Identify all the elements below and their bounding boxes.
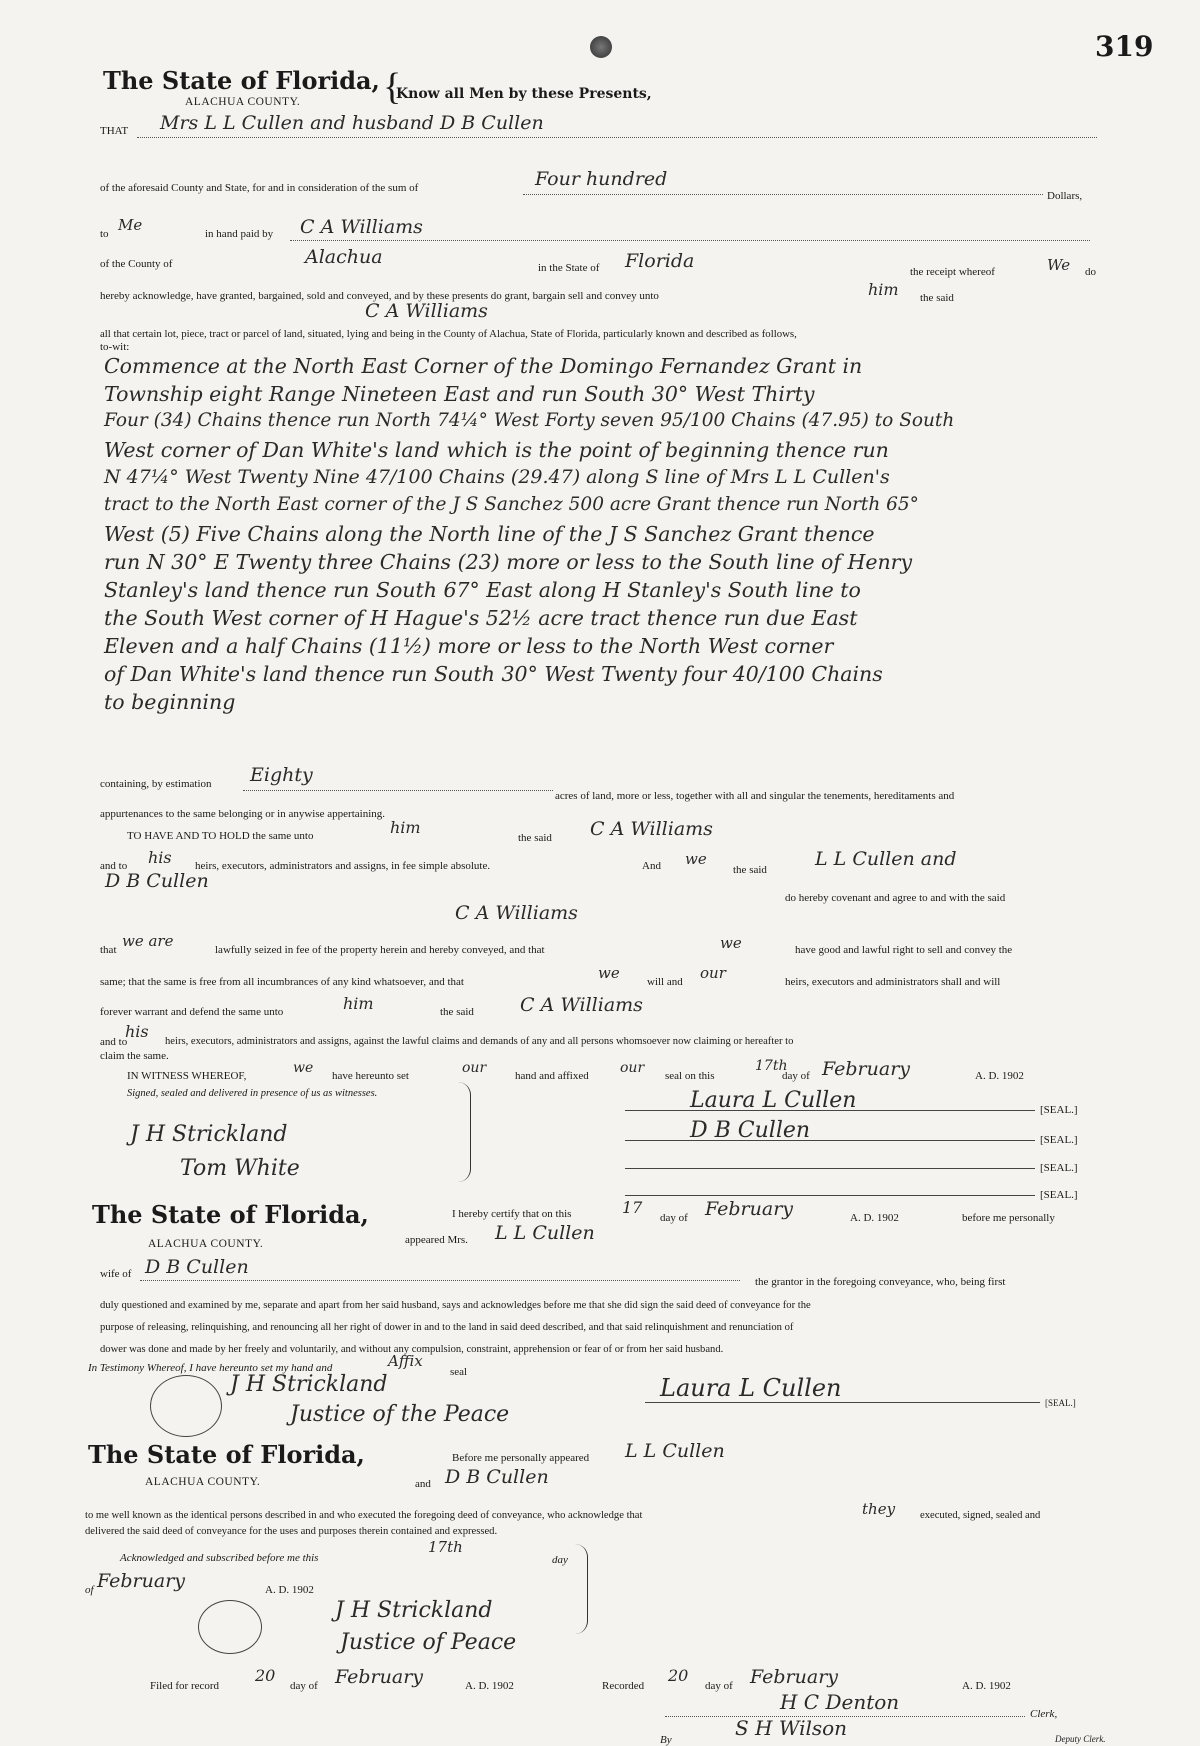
to-label: to bbox=[100, 228, 109, 240]
covenant-text: do hereby covenant and agree to and with the said bbox=[785, 892, 1006, 904]
filed-month: February bbox=[335, 1666, 424, 1688]
recorded-day-of: day of bbox=[705, 1680, 733, 1692]
ack1-ad: A. D. 1902 bbox=[850, 1212, 899, 1224]
ack2-body1-end: executed, signed, sealed and bbox=[920, 1510, 1041, 1521]
ack2-month: February bbox=[97, 1570, 186, 1592]
witness-we: we bbox=[293, 1060, 314, 1076]
ack2-ad: A. D. 1902 bbox=[265, 1584, 314, 1596]
desc-line-2: Township eight Range Nineteen East and run South 30° West Thirty bbox=[104, 382, 815, 406]
clerk-signature: H C Denton bbox=[780, 1690, 900, 1714]
heirs-and-to: and to bbox=[100, 860, 128, 872]
county-value: Alachua bbox=[305, 246, 383, 268]
notary-seal-1 bbox=[150, 1375, 222, 1437]
ack2-body2: delivered the said deed of conveyance for the uses and purposes therein contained and expressed. bbox=[85, 1526, 498, 1537]
ack2-and: and bbox=[415, 1478, 431, 1490]
ack1-body-1: duly questioned and examined by me, separate and apart from her said husband, says and acknowledges before me that she did sign the said deed of conveyance for the bbox=[100, 1300, 811, 1311]
warrant-name: C A Williams bbox=[520, 994, 643, 1016]
ack2-justice: J H Strickland bbox=[335, 1598, 493, 1623]
grantee-name: C A Williams bbox=[365, 300, 488, 322]
witness-signature-1: J H Strickland bbox=[130, 1122, 288, 1147]
consideration-value: Four hundred bbox=[535, 168, 668, 190]
filed-day: 20 bbox=[255, 1666, 276, 1685]
ack1-before: before me personally bbox=[962, 1212, 1055, 1224]
habendum-text: TO HAVE AND TO HOLD the same unto bbox=[127, 830, 314, 842]
to-wit: to-wit: bbox=[100, 341, 130, 353]
binder-hole bbox=[590, 36, 612, 58]
witness-our: our bbox=[462, 1060, 487, 1076]
witness-ad: A. D. 1902 bbox=[975, 1070, 1024, 1082]
ack1-text: I hereby certify that on this bbox=[452, 1208, 572, 1220]
do-label: do bbox=[1085, 266, 1096, 278]
containing-rest: acres of land, more or less, together with all and singular the tenements, hereditaments and bbox=[555, 790, 955, 802]
desc-line-3: Four (34) Chains thence run North 74¼° West Forty seven 95/100 Chains (47.95) to South bbox=[104, 410, 955, 431]
county-of-label: of the County of bbox=[100, 258, 173, 270]
grant-said: the said bbox=[920, 292, 954, 304]
heirs-said: the said bbox=[733, 864, 767, 876]
recorded-ad: A. D. 1902 bbox=[962, 1680, 1011, 1692]
free-will-and: will and bbox=[647, 976, 683, 988]
seal-label-4: [SEAL.] bbox=[1040, 1189, 1078, 1201]
recorded-label: Recorded bbox=[602, 1680, 645, 1692]
warrant-text: forever warrant and defend the same unto bbox=[100, 1006, 284, 1018]
desc-line-7: West (5) Five Chains along the North line of the J S Sanchez Grant thence bbox=[104, 522, 875, 546]
witness-text: IN WITNESS WHEREOF, bbox=[127, 1070, 247, 1082]
ack1-grantor: the grantor in the foregoing conveyance, who, being first bbox=[755, 1276, 1006, 1288]
ack1-appeared: appeared Mrs. bbox=[405, 1234, 468, 1246]
containing-text: containing, by estimation bbox=[100, 778, 212, 790]
ack1-justice: J H Strickland bbox=[230, 1372, 388, 1397]
ack1-testimony: In Testimony Whereof, I have hereunto set my hand and bbox=[88, 1362, 333, 1374]
ack1-justice-title: Justice of the Peace bbox=[290, 1402, 510, 1427]
habendum-name: C A Williams bbox=[590, 818, 713, 840]
grant-value: him bbox=[868, 280, 899, 299]
ack1-day-of: day of bbox=[660, 1212, 688, 1224]
ack1-seal-label: [SEAL.] bbox=[1045, 1398, 1076, 1408]
desc-line-10: the South West corner of H Hague's 52½ acre tract thence run due East bbox=[104, 606, 858, 630]
witness-signature-2: Tom White bbox=[180, 1156, 300, 1181]
ack1-state: The State of Florida, bbox=[92, 1200, 369, 1229]
covenantors-1: L L Cullen and bbox=[815, 848, 957, 870]
page-number: 319 bbox=[1095, 30, 1154, 63]
ack1-county: ALACHUA COUNTY. bbox=[148, 1238, 264, 1250]
claims-and-to: and to bbox=[100, 1036, 128, 1048]
deputy-label: Deputy Clerk. bbox=[1055, 1734, 1106, 1744]
desc-line-12: of Dan White's land thence run South 30° West Twenty four 40/100 Chains bbox=[104, 662, 883, 686]
that-label: THAT bbox=[100, 125, 129, 137]
notary-seal-2 bbox=[198, 1600, 262, 1654]
ack2-before: Before me personally appeared bbox=[452, 1452, 590, 1464]
seal-label-3: [SEAL.] bbox=[1040, 1162, 1078, 1174]
ack1-affix: Affix bbox=[388, 1352, 423, 1370]
ack2-justice-title: Justice of Peace bbox=[340, 1630, 517, 1655]
free-text: same; that the same is free from all incumbrances of any kind whatsoever, and that bbox=[100, 976, 464, 988]
ack1-month: February bbox=[705, 1198, 794, 1220]
covenant-name: C A Williams bbox=[455, 902, 578, 924]
ack2-county: ALACHUA COUNTY. bbox=[145, 1476, 261, 1488]
ack1-wife-of: wife of bbox=[100, 1268, 132, 1280]
seal-label-1: [SEAL.] bbox=[1040, 1104, 1078, 1116]
state-of-label: in the State of bbox=[538, 262, 600, 274]
desc-line-9: Stanley's land thence run South 67° East along H Stanley's South line to bbox=[104, 578, 861, 602]
ack2-body1: to me well known as the identical persons described in and who executed the foregoing deed of conveyance, who acknowledge that bbox=[85, 1510, 643, 1521]
covenantors-2: D B Cullen bbox=[105, 870, 209, 892]
heirs-and: And bbox=[642, 860, 661, 872]
ack2-day-label: day bbox=[552, 1554, 568, 1566]
ack2-state: The State of Florida, bbox=[88, 1440, 365, 1469]
ack1-body-3: dower was done and made by her freely and voluntarily, and without any compulsion, constraint, apprehension or fear of or from her said husband. bbox=[100, 1344, 724, 1355]
payer-name: C A Williams bbox=[300, 216, 423, 238]
clerk-label: Clerk, bbox=[1030, 1708, 1058, 1720]
recorded-day: 20 bbox=[668, 1666, 689, 1685]
by-label: By bbox=[660, 1734, 672, 1746]
claims-value: his bbox=[125, 1022, 149, 1041]
witness-day-of: day of bbox=[782, 1070, 810, 1082]
appurtenances-text: appurtenances to the same belonging or in anywise appertaining. bbox=[100, 808, 385, 820]
free-our: our bbox=[700, 964, 726, 982]
ack1-signature: Laura L Cullen bbox=[660, 1374, 842, 1402]
acreage-value: Eighty bbox=[250, 764, 313, 786]
heading-state: The State of Florida, bbox=[103, 66, 380, 95]
recorded-month: February bbox=[750, 1666, 839, 1688]
ack2-name1: L L Cullen bbox=[625, 1440, 725, 1462]
ack1-body-2: purpose of releasing, relinquishing, and renouncing all her right of dower in and to the land in said deed described, and that said relinquishment and renunciation of bbox=[100, 1322, 794, 1333]
witness-month: February bbox=[822, 1058, 911, 1080]
witness-have: have hereunto set bbox=[332, 1070, 409, 1082]
filed-day-of: day of bbox=[290, 1680, 318, 1692]
ack1-day: 17 bbox=[622, 1198, 643, 1217]
grantor-signature-2: D B Cullen bbox=[690, 1118, 811, 1143]
filed-label: Filed for record bbox=[150, 1680, 220, 1692]
receipt-label: the receipt whereof bbox=[910, 266, 995, 278]
desc-line-1: Commence at the North East Corner of the Domingo Fernandez Grant in bbox=[104, 354, 863, 378]
receipt-value: We bbox=[1047, 256, 1071, 274]
signed-text: Signed, sealed and delivered in presence of us as witnesses. bbox=[127, 1088, 378, 1099]
desc-line-6: tract to the North East corner of the J S Sanchez 500 acre Grant thence run North 65° bbox=[104, 494, 919, 515]
ack2-day: 17th bbox=[428, 1538, 463, 1556]
witness-our2: our bbox=[620, 1060, 645, 1076]
ack2-subscribed: Acknowledged and subscribed before me this bbox=[120, 1552, 319, 1564]
grantor-signature-1: Laura L Cullen bbox=[690, 1088, 857, 1113]
heirs-value: his bbox=[148, 848, 172, 867]
ack1-seal: seal bbox=[450, 1366, 468, 1378]
ack2-they: they bbox=[862, 1500, 896, 1518]
ack2-of: of bbox=[85, 1584, 94, 1596]
seized-that: that bbox=[100, 944, 117, 956]
hand-paid-text: in hand paid by bbox=[205, 228, 274, 240]
habendum-value: him bbox=[390, 818, 421, 837]
warrant-value: him bbox=[343, 994, 374, 1013]
heading-know-all: Know all Men by these Presents, bbox=[396, 86, 652, 102]
heirs-text: heirs, executors, administrators and assigns, in fee simple absolute. bbox=[195, 860, 491, 872]
desc-line-5: N 47¼° West Twenty Nine 47/100 Chains (29.47) along S line of Mrs L L Cullen's bbox=[104, 466, 890, 488]
seized-value: we are bbox=[122, 932, 174, 950]
ack1-husband: D B Cullen bbox=[145, 1256, 249, 1278]
claims-text: heirs, executors, administrators and assigns, against the lawful claims and demands of any and all persons whomsoever now claiming or hereafter to bbox=[165, 1036, 794, 1047]
warrant-said: the said bbox=[440, 1006, 474, 1018]
seized-we: we bbox=[720, 934, 742, 952]
free-rest: heirs, executors and administrators shall and will bbox=[785, 976, 1001, 988]
state-value: Florida bbox=[625, 250, 695, 272]
witness-seal: seal on this bbox=[665, 1070, 715, 1082]
ack2-name2: D B Cullen bbox=[445, 1466, 549, 1488]
seal-label-2: [SEAL.] bbox=[1040, 1134, 1078, 1146]
heading-brace: { bbox=[383, 66, 402, 108]
habendum-said: the said bbox=[518, 832, 552, 844]
grantor-names: Mrs L L Cullen and husband D B Cullen bbox=[160, 112, 544, 134]
deputy-signature: S H Wilson bbox=[735, 1716, 848, 1740]
desc-line-4: West corner of Dan White's land which is the point of beginning thence run bbox=[104, 438, 889, 462]
land-text: all that certain lot, piece, tract or parcel of land, situated, lying and being in the County of Alachua, State of Florida, particularly known and described as follows, bbox=[100, 328, 797, 340]
heading-county: ALACHUA COUNTY. bbox=[185, 96, 301, 108]
seized-rest: have good and lawful right to sell and convey the bbox=[795, 944, 1013, 956]
witness-day: 17th bbox=[755, 1058, 788, 1074]
desc-line-11: Eleven and a half Chains (11½) more or less to the North West corner bbox=[104, 634, 834, 658]
desc-line-13: to beginning bbox=[104, 690, 236, 714]
witness-hand: hand and affixed bbox=[515, 1070, 589, 1082]
to-value: Me bbox=[118, 216, 143, 234]
claims-end: claim the same. bbox=[100, 1050, 169, 1062]
desc-line-8: run N 30° E Twenty three Chains (23) more or less to the South line of Henry bbox=[104, 550, 913, 574]
consideration-text: of the aforesaid County and State, for and in consideration of the sum of bbox=[100, 182, 419, 194]
heirs-we: we bbox=[685, 850, 707, 868]
ack1-name: L L Cullen bbox=[495, 1222, 595, 1244]
seized-text: lawfully seized in fee of the property herein and hereby conveyed, and that bbox=[215, 944, 545, 956]
filed-ad: A. D. 1902 bbox=[465, 1680, 514, 1692]
dollars-label: Dollars, bbox=[1047, 190, 1083, 202]
free-we: we bbox=[598, 964, 620, 982]
grant-text: hereby acknowledge, have granted, bargained, sold and conveyed, and by these presents do grant, bargain sell and convey unto bbox=[100, 290, 659, 302]
